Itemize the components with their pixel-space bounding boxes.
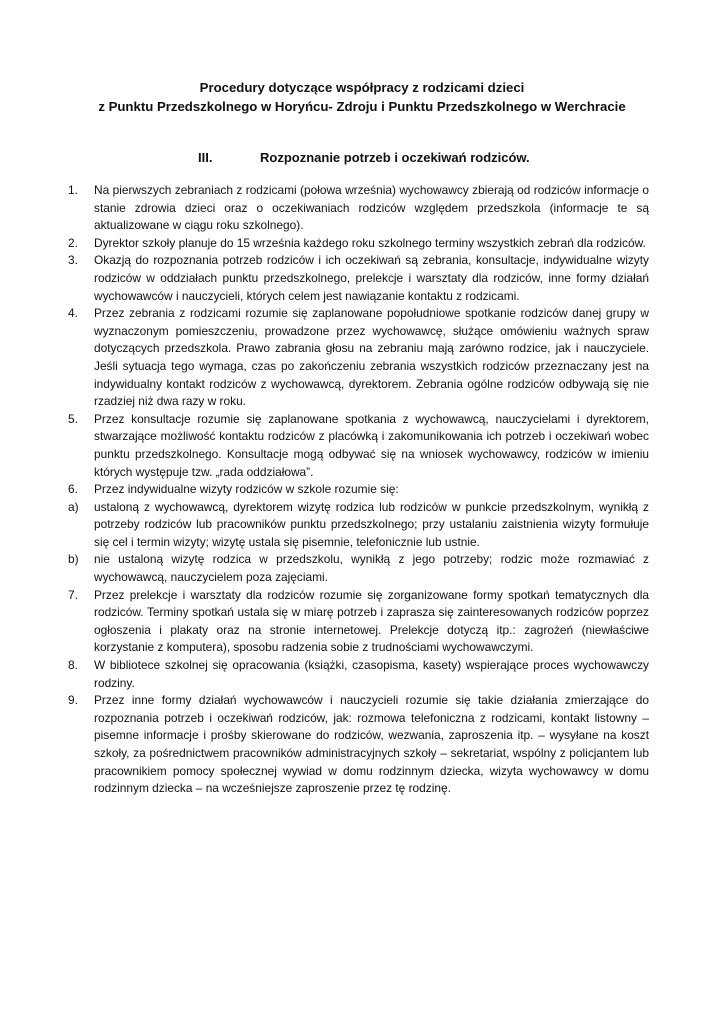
title-line-2: z Punktu Przedszkolnego w Horyńcu- Zdroju i Punktu Przedszkolnego w Werchracie [98,99,626,114]
list-marker: 1. [68,183,78,197]
list-item-text: Przez indywidualne wizyty rodziców w szkole rozumie się: [94,482,399,497]
list-item [68,481,649,499]
list-marker: 2. [68,235,78,250]
list-item [68,252,649,305]
list-marker: 4. [68,306,78,321]
list-item-text: W bibliotece szkolnej się opracowania (książki, czasopisma, kasety) wspierające proces wychowawczy rodziny. [94,658,649,690]
list-item-text: Dyrektor szkoły planuje do 15 września każdego roku szkolnego terminy wszystkich zebrań dla rodziców. [94,235,646,250]
list-marker: b) [68,552,79,567]
list-marker: 9. [68,693,78,708]
list-marker: 8. [68,658,78,673]
document-title [60,78,664,116]
list-item-text: Przez inne formy działań wychowawców i nauczycieli rozumie się takie działania zmierzające do rozpoznania potrzeb i oczekiwań rodziców, jak: rozmowa telefoniczna z rodzicami, kontakt listowny – pisemne informacje i prośby skierowane do rodziców, wezwania, zaproszenia itp. – wysyłane na koszt szkoły, za pośrednictwem pracowników administracyjnych szkoły – sekretariat, wspólny z policjantem lub pracownikiem pomocy społecznej wywiad w domu rodzinnym dziecka, wizyta wychowawcy w domu rodzinnym dziecka – na wcześniejsze zaproszenie przez tę rodzinę. [94,693,649,796]
list-item-text: Okazją do rozpoznania potrzeb rodziców i ich oczekiwań są zebrania, konsultacje, indywidualne wizyty rodziców w oddziałach punktu przedszkolnego, prelekcje i warsztaty dla rodziców, inne formy działań wychowawców i nauczycieli, których celem jest nawiązanie kontaktu z rodzicami. [94,253,649,303]
section-title: Rozpoznanie potrzeb i oczekiwań rodziców. [260,150,530,165]
list-marker: 3. [68,253,78,268]
list-item-text: ustaloną z wychowawcą, dyrektorem wizytę rodzica lub rodziców w punkcie przedszkolnym, wynikłą z potrzeby rodziców lub pracowników punktu przedszkolnego; przy ustalaniu zaistnienia wizyty formułuje się cel i termin wizyty; wizytę ustala się pisemnie, telefonicznie lub ustnie. [94,499,649,549]
list-item [68,182,649,235]
section-number: III. [198,150,213,165]
list-item-text: Na pierwszych zebraniach z rodzicami (połowa września) wychowawcy zbierają od rodziców informacje o stanie zdrowia dzieci oraz o oczekiwaniach rodziców względem przedszkola (informacje te są aktualizowane w ciągu roku szkolnego). [94,183,649,233]
list-item [68,411,649,481]
list-item-text: Przez zebrania z rodzicami rozumie się zaplanowane popołudniowe spotkanie rodziców danej grupy w wyznaczonym pomieszczeniu, prowadzone przez wychowawcę, służące omówieniu ważnych spraw dotyczących przedszkola. Prawo zabrania głosu na zebraniu mają zarówno rodzice, jak i nauczyciele. Jeśli sytuacja tego wymaga, czas po zakończeniu zebrania wszystkich rodziców przeznaczany jest na indywidualny kontakt rodziców z wychowawcą, dyrektorem. Zebrania ogólne rodziców odbywają się nie rzadziej niż dwa razy w roku. [94,306,649,409]
list-item [68,692,649,798]
list-item-text: nie ustaloną wizytę rodzica w przedszkolu, wynikłą z jego potrzeby; rodzic może rozmawiać z wychowawcą, nauczycielem poza zajęciami. [94,552,649,585]
list-marker: 6. [68,482,78,497]
list-marker: 7. [68,587,78,602]
procedure-list [68,182,649,798]
list-subitem [68,551,649,586]
list-marker: 5. [68,411,78,426]
section-heading [198,149,530,167]
list-marker: a) [68,499,79,514]
list-item-text: Przez prelekcje i warsztaty dla rodziców rozumie się zorganizowane formy spotkań tematycznych dla rodziców. Terminy spotkań ustala się w miarę potrzeb i zaprasza się zainteresowanych rodziców poprzez ogłoszenia i plakaty oraz na stronie internetowej. Prelekcje dotyczą itp.: zagrożeń (niewłaściwe korzystanie z komputera), sposobu radzenia sobie z trudnościami wychowawczymi. [94,587,649,655]
list-item [68,235,649,253]
list-item [68,657,649,692]
title-line-1: Procedury dotyczące współpracy z rodzicami dzieci [199,80,525,95]
list-item [68,305,649,411]
list-item [68,587,649,657]
list-subitem [68,499,649,552]
list-item-text: Przez konsultacje rozumie się zaplanowane spotkania z wychowawcą, nauczycielami i dyrektorem, stwarzające możliwość kontaktu rodziców z placówką i zakomunikowania ich potrzeb i oczekiwań wobec punktu przedszkolnego. Konsultacje mogą odbywać się na wniosek wychowawcy, rodziców w imieniu których występuje tzw. „rada oddziałowa”. [94,411,649,479]
